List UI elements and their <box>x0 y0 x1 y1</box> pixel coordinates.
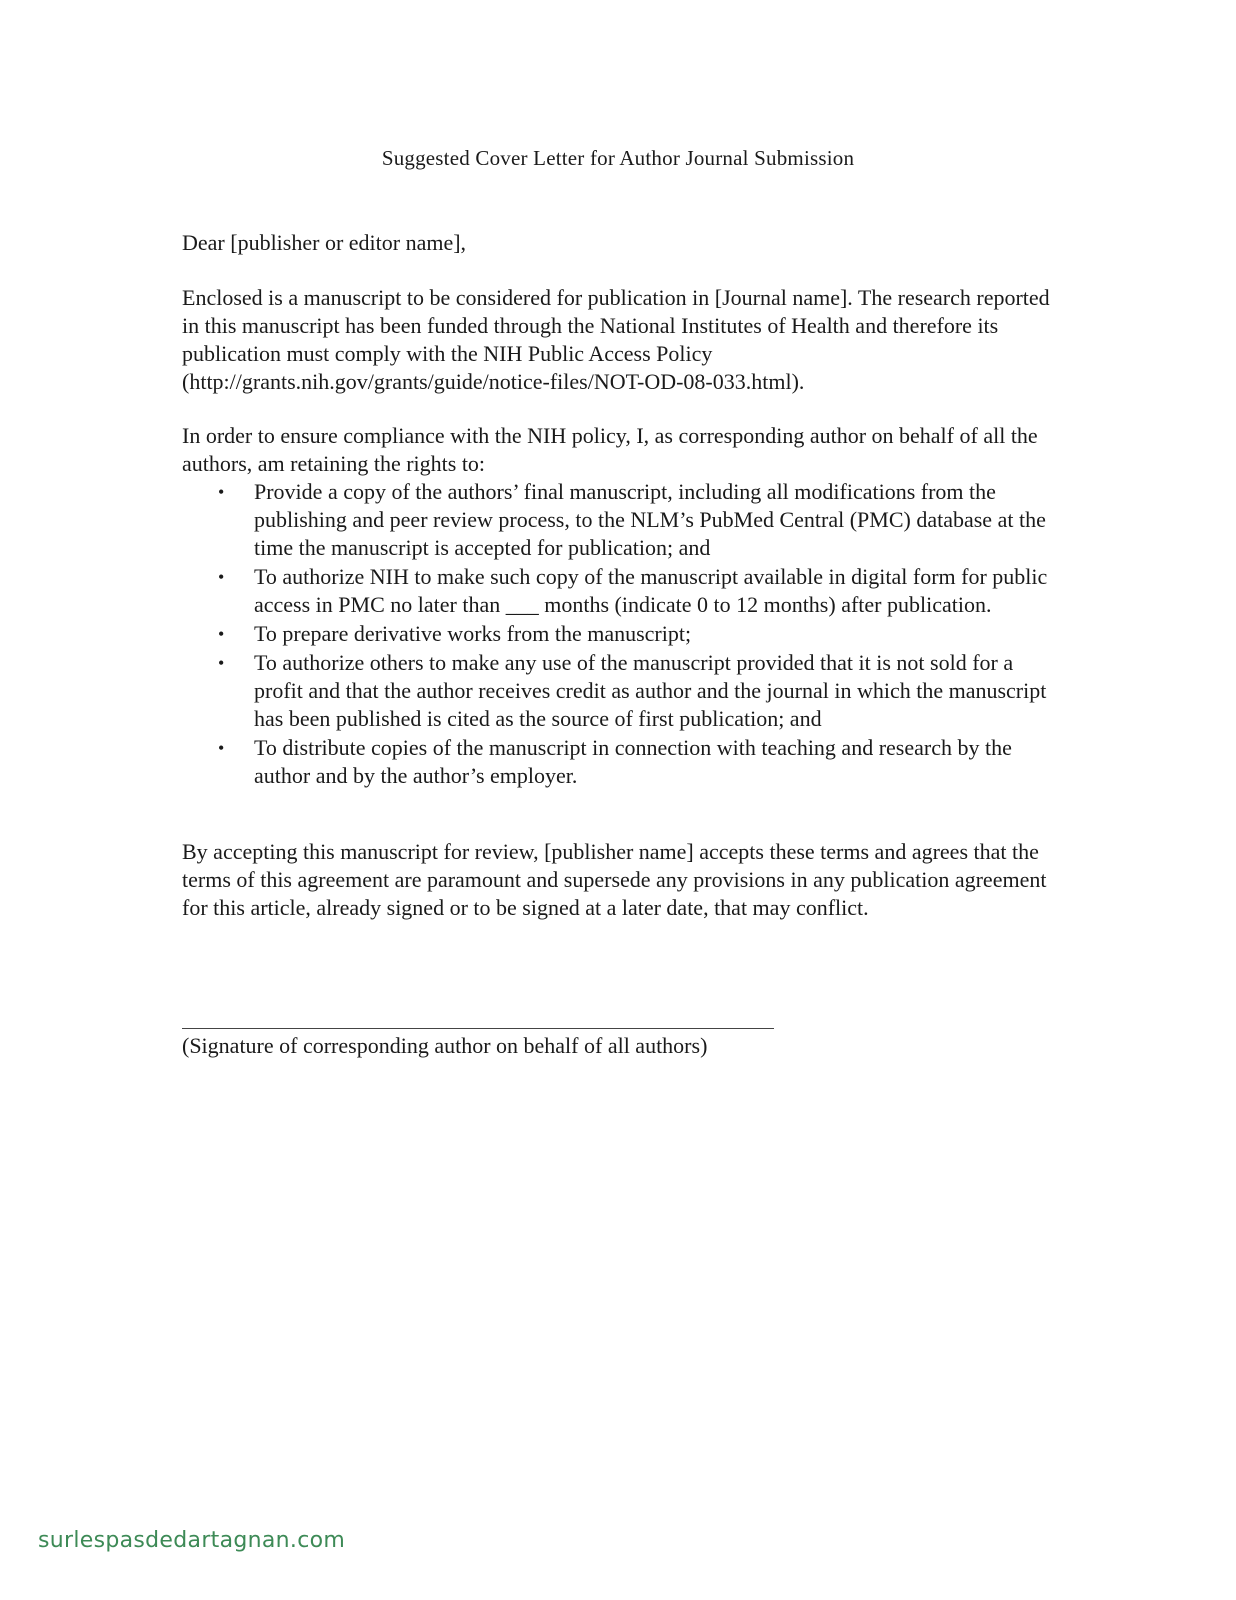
list-item-text: To distribute copies of the manuscript in connection with teaching and research by the author and by the author’s employer. <box>254 735 1012 788</box>
bullet-icon: • <box>218 482 225 502</box>
bullet-icon: • <box>218 653 225 673</box>
paragraph-enclosed-text: Enclosed is a manuscript to be considered for publication in [Journal name]. The research reported in this manuscript has been funded through the National Institutes of Health and therefore its publication must comply with the NIH Public Access Policy (http://grants.nih.gov/grants/guide/notice-files/NOT-OD-08-033.html). <box>182 285 1050 394</box>
document-title: Suggested Cover Letter for Author Journal Submission <box>381 146 855 170</box>
list-item-text: Provide a copy of the authors’ final manuscript, including all modifications from the publishing and peer review process, to the NLM’s PubMed Central (PMC) database at the time the manuscript is accepted for publication; and <box>254 479 1046 560</box>
bullet-icon: • <box>218 738 225 758</box>
watermark-text: surlespasdedartagnan.com <box>38 1528 346 1553</box>
paragraph-enclosed <box>182 284 1062 396</box>
bullet-icon: • <box>218 624 225 644</box>
rights-list <box>182 478 1062 791</box>
list-item-text: To authorize NIH to make such copy of the manuscript available in digital form for public access in PMC no later than ___ months (indicate 0 to 12 months) after publication. <box>254 564 1048 617</box>
paragraph-compliance-text: In order to ensure compliance with the NIH policy, I, as corresponding author on behalf of all the authors, am retaining the rights to: <box>182 423 1038 476</box>
paragraph-acceptance <box>182 838 1062 922</box>
signature-caption: (Signature of corresponding author on behalf of all authors) <box>182 1033 708 1058</box>
salutation: Dear [publisher or editor name], <box>182 230 467 255</box>
bullet-icon: • <box>218 567 225 587</box>
list-item <box>182 649 1062 733</box>
list-item <box>182 734 1062 790</box>
list-item <box>182 478 1062 562</box>
signature-line <box>182 1028 774 1029</box>
paragraph-acceptance-text: By accepting this manuscript for review, [publisher name] accepts these terms and agrees that the terms of this agreement are paramount and supersede any provisions in any publication agreement for this article, already signed or to be signed at a later date, that may conflict. <box>182 839 1047 920</box>
list-item-text: To prepare derivative works from the manuscript; <box>254 621 692 646</box>
list-item <box>182 620 1062 648</box>
paragraph-compliance <box>182 422 1062 478</box>
list-item-text: To authorize others to make any use of the manuscript provided that it is not sold for a profit and that the author receives credit as author and the journal in which the manuscript has been published is cited as the source of first publication; and <box>254 650 1047 731</box>
list-item <box>182 563 1062 619</box>
